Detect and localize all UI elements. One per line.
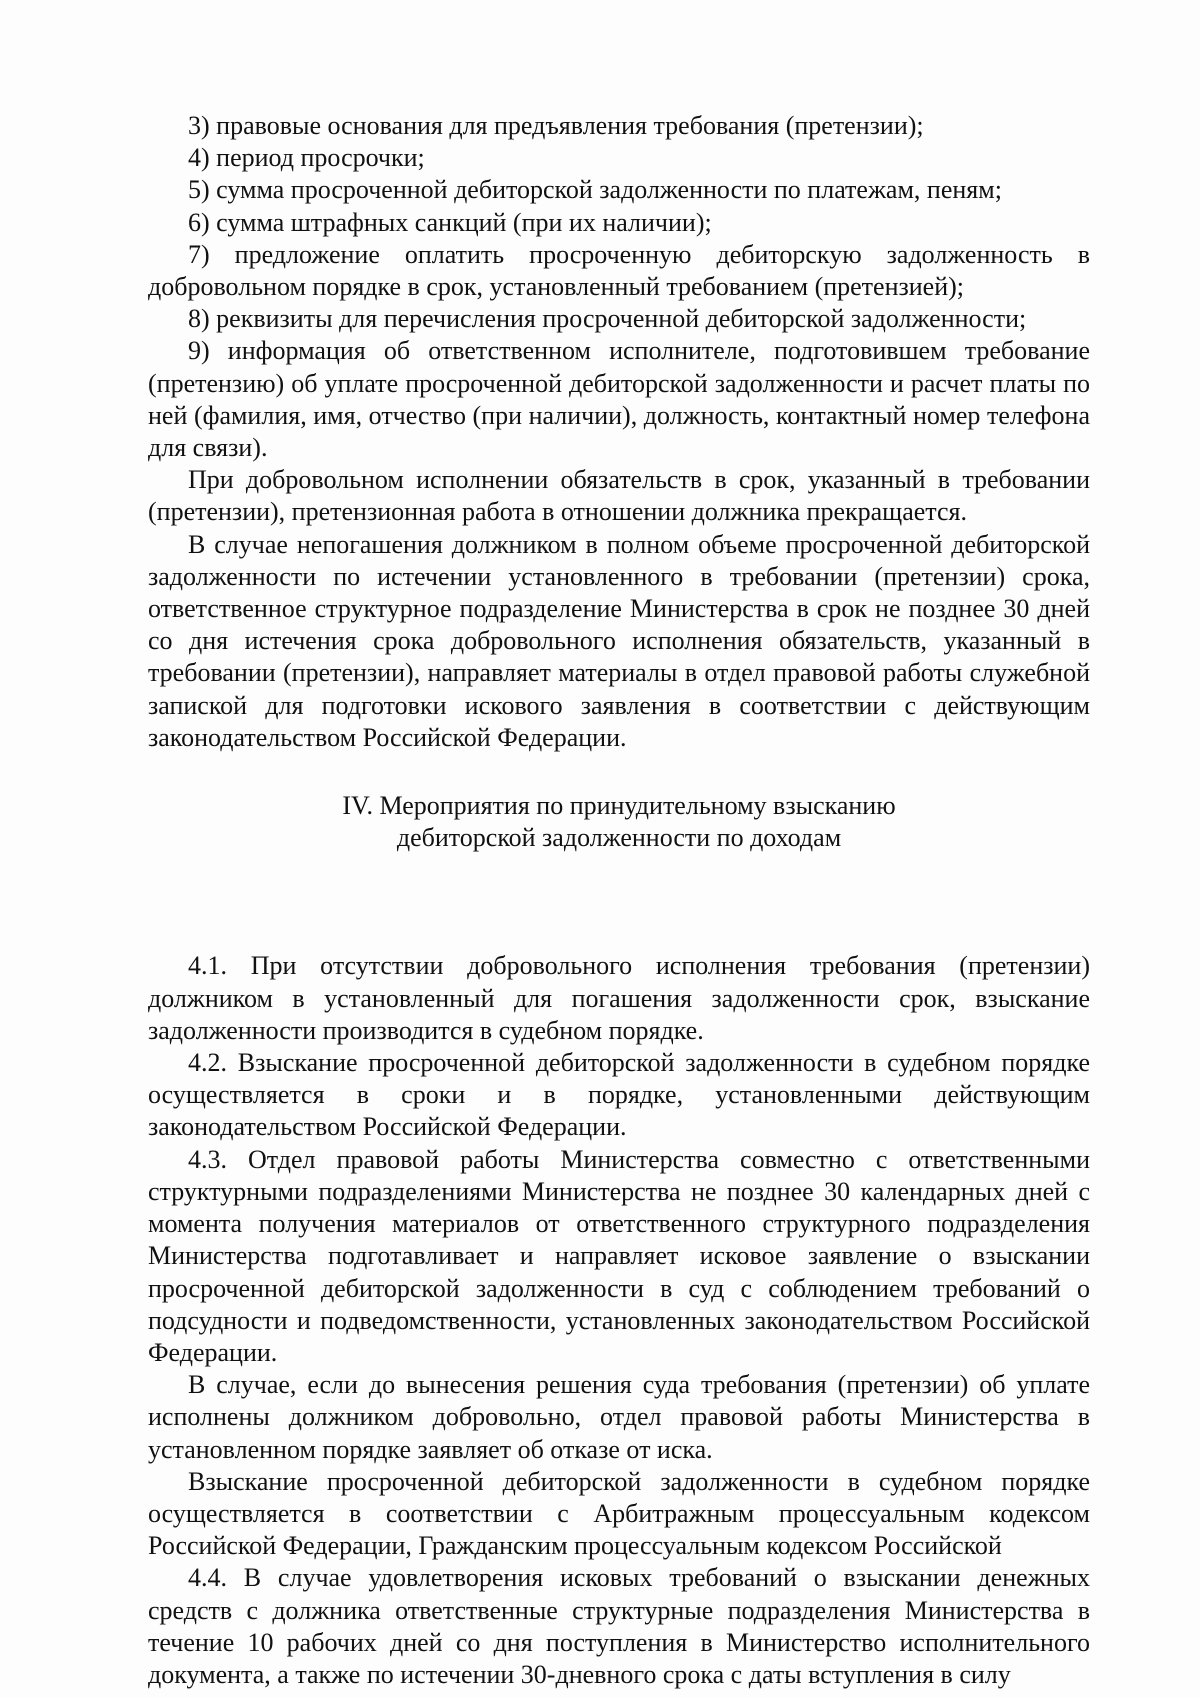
paragraph-4-3: 4.3. Отдел правовой работы Министерства совместно с ответственными структурными подразделениями Министерства не позднее 30 календарных дней с момента получения материалов от ответственного структурного подразделения Министерства подготавливает и направляет исковое заявление о взыскании просроченной дебиторской задолженности в суд с соблюдением требований о подсудности и подведомственности, установленных законодательством Российской Федерации. — [148, 1144, 1090, 1367]
non-payment-paragraph: В случае непогашения должником в полном объеме просроченной дебиторской задолженности по истечении установленного в требовании (претензии) срока, ответственное структурное подразделение Министерства в срок не позднее 30 дней со дня истечения срока добровольного исполнения обязательств, указанный в требовании (претензии), направляет материалы в отдел правовой работы служебной запиской для подготовки искового заявления в соответствии с действующим законодательством Российской Федерации. — [148, 529, 1090, 752]
claim-item-9: 9) информация об ответственном исполнителе, подготовившем требование (претензию) об уплате просроченной дебиторской задолженности и расчет платы по ней (фамилия, имя, отчество (при наличии), должность, контактный номер телефона для связи). — [148, 336, 1090, 463]
claim-item-6: 6) сумма штрафных санкций (при их наличии); — [188, 207, 712, 237]
claim-item-5: 5) сумма просроченной дебиторской задолженности по платежам, пеням; — [188, 175, 1002, 205]
document-body — [148, 110, 1090, 1691]
claim-item-3: 3) правовые основания для предъявления требования (претензии); — [188, 111, 924, 140]
claim-item-8: 8) реквизиты для перечисления просроченной дебиторской задолженности; — [188, 304, 1027, 334]
court-recovery-paragraph: Взыскание просроченной дебиторской задолженности в судебном порядке осуществляется в соответствии с Арбитражным процессуальным кодексом Российской Федерации, Гражданским процессуальным кодексом Российской — [148, 1466, 1090, 1561]
section-heading-line-1: IV. Мероприятия по принудительному взысканию — [342, 791, 896, 821]
paragraph-4-2: 4.2. Взыскание просроченной дебиторской задолженности в судебном порядке осуществляется в сроки и в порядке, установленными действующим законодательством Российской Федерации. — [148, 1048, 1090, 1142]
paragraph-4-1: 4.1. При отсутствии добровольного исполнения требования (претензии) должником в установленный для погашения задолженности срок, взыскание задолженности производится в судебном порядке. — [148, 951, 1090, 1045]
paragraph-4-4: 4.4. В случае удовлетворения исковых требований о взыскании денежных средств с должника ответственные структурные подразделения Министерства в течение 10 рабочих дней со дня поступления в Министерство исполнительного документа, а также по истечении 30-дневного срока с даты вступления в силу — [148, 1563, 1090, 1689]
section-heading — [148, 790, 1090, 854]
voluntary-fulfillment-paragraph: При добровольном исполнении обязательств в срок, указанный в требовании (претензии), претензионная работа в отношении должника прекращается. — [148, 465, 1090, 527]
claim-item-4: 4) период просрочки; — [188, 143, 425, 173]
withdrawal-paragraph: В случае, если до вынесения решения суда требования (претензии) об уплате исполнены должником добровольно, отдел правовой работы Министерства в установленном порядке заявляет об отказе от иска. — [148, 1370, 1090, 1464]
section-heading-line-2: дебиторской задолженности по доходам — [396, 823, 842, 853]
claim-item-7: 7) предложение оплатить просроченную дебиторскую задолженность в добровольном порядке в срок, установленный требованием (претензией); — [148, 239, 1090, 302]
